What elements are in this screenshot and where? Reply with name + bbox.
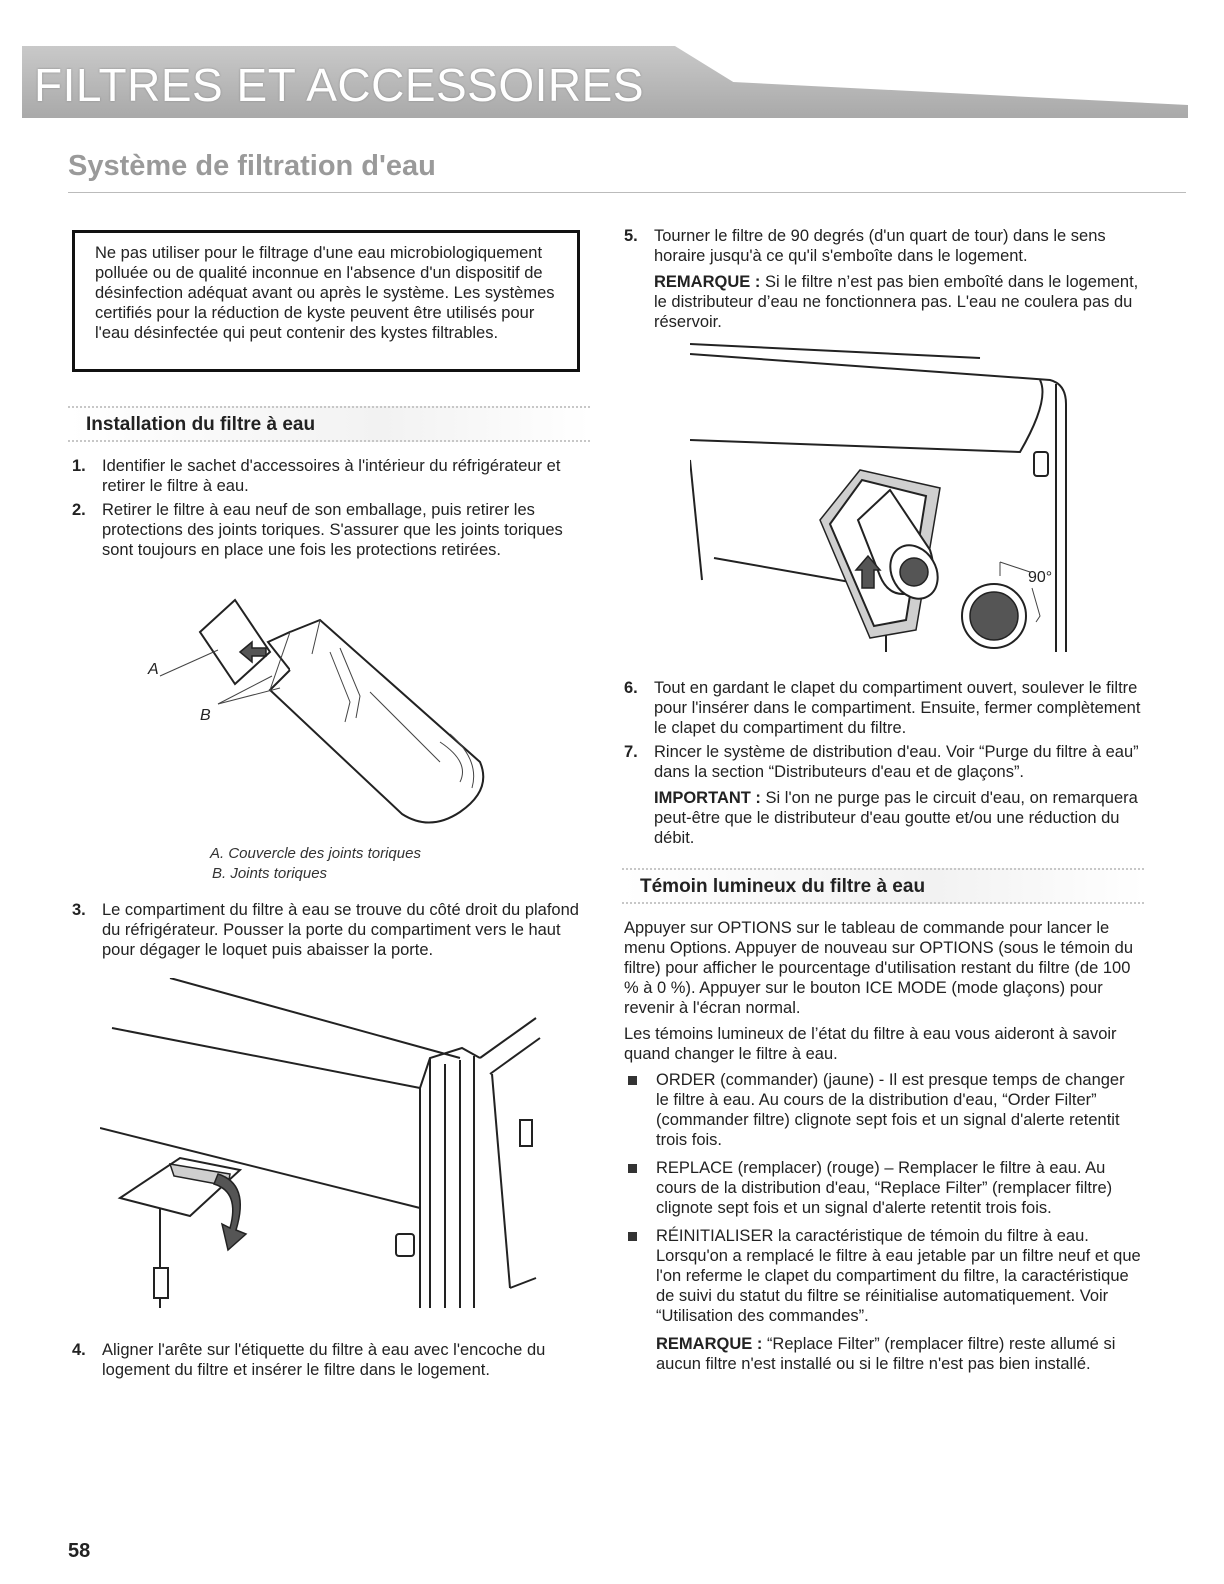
figure1-caption: [210, 844, 421, 884]
bullet-replace: [624, 1158, 1142, 1218]
label-a: A: [148, 661, 159, 678]
page-number: 58: [68, 1540, 91, 1562]
bullet-order: [624, 1070, 1142, 1150]
bullet-reset: [624, 1226, 1142, 1326]
note-important: [654, 788, 1142, 848]
step-text: Retirer le filtre à eau neuf de son emballage, puis retirer les protections des joints toriques. S'assurer que les joints toriques sont toujours en place une fois les protections retirées.: [102, 501, 563, 559]
indicator-paragraph-2: Les témoins lumineux de l’état du filtre à eau vous aideront à savoir quand changer le filtre à eau.: [624, 1025, 1117, 1063]
step-text: Le compartiment du filtre à eau se trouve du côté droit du plafond du réfrigérateur. Pousser la porte du compartiment vers le haut pour dégager le loquet puis abaisser la porte.: [102, 901, 579, 959]
rotate-arrow-icon: [214, 1174, 246, 1250]
filter-compartment-illustration: [100, 978, 550, 1308]
section-rule: [68, 192, 1186, 193]
latch-icon: [154, 1120, 532, 1298]
note-label: REMARQUE :: [656, 1335, 763, 1353]
banner-title: FILTRES ET ACCESSOIRES: [34, 59, 645, 111]
step-number: 1.: [72, 457, 86, 475]
step-number: 4.: [72, 1341, 86, 1359]
section-title: Système de filtration d'eau: [68, 150, 436, 182]
step-text: Rincer le système de distribution d'eau. Voir “Purge du filtre à eau” dans la section “Distributeurs d'eau et de glaçons”.: [654, 743, 1139, 781]
step-number: 6.: [624, 679, 638, 697]
bullet-text: ORDER (commander) (jaune) - Il est presque temps de changer le filtre à eau. Au cours de la distribution d'eau, “Order Filter” (commander filtre) clignote sept fois et un signal d'alerte retentit trois fois.: [656, 1071, 1125, 1149]
indicator-heading: Témoin lumineux du filtre à eau: [622, 868, 1144, 904]
step-number: 7.: [624, 743, 638, 761]
step-text: Tourner le filtre de 90 degrés (d'un quart de tour) dans le sens horaire jusqu'à ce qu'il s'emboîte dans le logement.: [654, 227, 1106, 265]
step-4: [72, 1340, 587, 1380]
caption-b: B. Joints toriques: [212, 865, 328, 882]
note-text: Si le filtre n’est pas bien emboîté dans le logement, le distributeur d’eau ne fonctionnera pas. L'eau ne coulera pas du réservoir.: [654, 273, 1139, 331]
step-number: 3.: [72, 901, 86, 919]
bullet-text: RÉINITIALISER la caractéristique de témoin du filtre à eau. Lorsqu'on a remplacé le filtre à eau jetable par un filtre neuf et que l'on referme le clapet du compartiment du filtre, la caractéristique de suivi du statut du filtre se réinitialise automatiquement. Voir “Utilisation des commandes”.: [656, 1227, 1141, 1325]
indicator-paragraph-1: Appuyer sur OPTIONS sur le tableau de commande pour lancer le menu Options. Appuyer de nouveau sur OPTIONS (sous le témoin du filtre) pour afficher le pourcentage d'utilisation restant du filtre (de 100 % à 0 %). Appuyer sur le bouton ICE MODE (mode glaçons) pour revenir à l'écran normal.: [624, 919, 1134, 1017]
bullet-text: REPLACE (remplacer) (rouge) – Remplacer le filtre à eau. Au cours de la distribution d'eau, “Replace Filter” (remplacer filtre) clignote sept fois et un signal d'alerte retentit trois fois.: [656, 1159, 1113, 1217]
step-text: Tout en gardant le clapet du compartiment ouvert, soulever le filtre pour l'insérer dans le compartiment. Ensuite, fermer complètement le clapet du compartiment du filtre.: [654, 679, 1141, 737]
step-3: [72, 900, 587, 960]
step-text: Aligner l'arête sur l'étiquette du filtre à eau avec l'encoche du logement du filtre et insérer le filtre dans le logement.: [102, 1341, 546, 1379]
angle-label: 90°: [1028, 569, 1053, 586]
note-label: IMPORTANT :: [654, 789, 761, 807]
label-b: B: [200, 707, 211, 724]
step-2: [72, 500, 587, 560]
step-number: 5.: [624, 227, 638, 245]
bullet-square-icon: [628, 1164, 637, 1173]
warning-box: [72, 230, 580, 372]
filter-cartridge: [268, 620, 483, 823]
note-label: REMARQUE :: [654, 273, 761, 291]
indicator-section: [624, 918, 1142, 1374]
step-5: [624, 226, 1142, 332]
caption-a: A. Couvercle des joints toriques: [210, 845, 421, 862]
refrigerator-ceiling: [100, 978, 540, 1308]
warning-text: Ne pas utiliser pour le filtrage d'une eau microbiologiquement polluée ou de qualité inconnue en l'absence d'un dispositif de désinfection adéquat avant ou après le système. Les systèmes certifiés pour la réduction de kyste peuvent être utilisés pour l'eau désinfectée qui peut contenir des kystes filtrables.: [95, 244, 555, 342]
o-ring-cover: [200, 600, 270, 684]
step-7: [624, 742, 1142, 848]
filter-rotation-illustration: [690, 340, 1080, 656]
note-text: Si l'on ne purge pas le circuit d'eau, on remarquera peut-être que le distributeur d'eau goutte et/ou une réduction du débit.: [654, 789, 1138, 847]
step-number: 2.: [72, 501, 86, 519]
indicator-note: [624, 1334, 1142, 1374]
step-6: [624, 678, 1142, 738]
bullet-square-icon: [628, 1076, 637, 1085]
step-1: [72, 456, 587, 496]
note-text: “Replace Filter” (remplacer filtre) reste allumé si aucun filtre n'est installé ou si le filtre n'est pas bien installé.: [656, 1335, 1116, 1373]
install-heading: Installation du filtre à eau: [68, 406, 590, 442]
bullet-square-icon: [628, 1232, 637, 1241]
step-text: Identifier le sachet d'accessoires à l'intérieur du réfrigérateur et retirer le filtre à eau.: [102, 457, 561, 495]
note-remark: [654, 272, 1142, 332]
filter-cartridge-illustration: [140, 592, 540, 842]
